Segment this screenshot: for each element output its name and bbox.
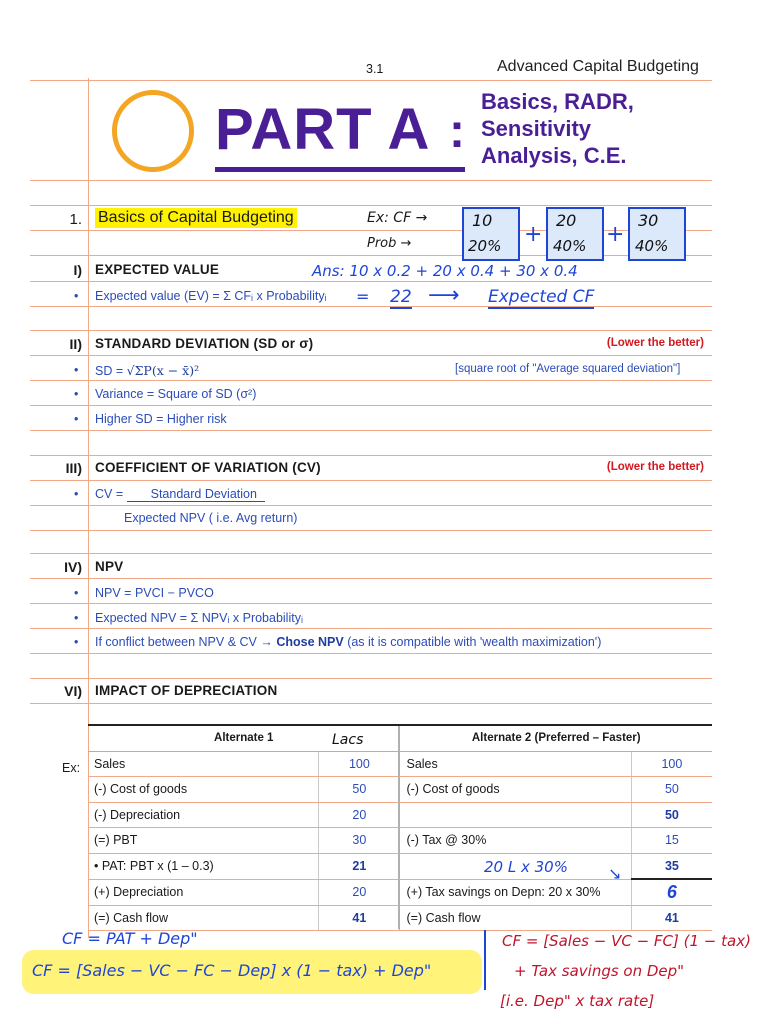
- table-row: (=) PBT 30 (-) Tax @ 30% 15: [88, 828, 712, 854]
- cf-value-2: 20: [556, 211, 577, 230]
- table-row: (-) Cost of goods 50 (-) Cost of goods 50: [88, 777, 712, 803]
- plus-sign-1: +: [524, 222, 543, 247]
- units-note: Lacs: [332, 732, 364, 748]
- cf-value-3: 30: [638, 211, 659, 230]
- table-row: (-) Depreciation 20 50: [88, 802, 712, 828]
- alt2-header: Alternate 2 (Preferred – Faster): [400, 726, 712, 751]
- answer-formula: Ans: 10 x 0.2 + 20 x 0.4 + 30 x 0.4: [312, 262, 578, 280]
- table-row: (+) Depreciation 20 (+) Tax savings on Depn: 20 x 30% 6: [88, 879, 712, 905]
- section-1-number: I): [73, 262, 82, 278]
- table-vertical-divider: [398, 726, 399, 929]
- section-2-note: (Lower the better): [606, 337, 704, 349]
- example-cf-label: Ex: CF →: [367, 210, 428, 226]
- answer-label: Expected CF: [488, 287, 595, 307]
- section-3-note: (Lower the better): [606, 461, 704, 473]
- table-header-row: [88, 726, 712, 751]
- tax-note-arrow-icon: ↘: [608, 864, 622, 883]
- notes-divider: [484, 930, 486, 990]
- section-4-title: NPV: [95, 559, 124, 574]
- prob-value-1: 20%: [468, 237, 502, 255]
- part-title: PART A: [215, 97, 431, 162]
- banner-subtitle: Basics, RADR, Sensitivity Analysis, C.E.: [481, 89, 634, 168]
- section-4-number: IV): [64, 559, 82, 575]
- cf-note-4: + Tax savings on Dep": [514, 962, 685, 980]
- answer-result: 22: [390, 287, 412, 307]
- prob-value-2: 40%: [553, 237, 587, 255]
- section-3-title: COEFFICIENT OF VARIATION (CV): [95, 460, 321, 475]
- cf-value-1: 10: [472, 211, 493, 230]
- section-6-number: VI): [64, 683, 82, 699]
- section-3-number: III): [65, 460, 82, 476]
- example-prob-label: Prob →: [367, 236, 412, 251]
- cf-note-2: CF = [Sales − VC − FC − Dep] x (1 − tax) + Dep": [32, 961, 432, 980]
- depreciation-table: [88, 726, 712, 931]
- section-2-title: STANDARD DEVIATION (SD or σ): [95, 336, 314, 351]
- table-row: (=) Cash flow 41 (=) Cash flow 41: [88, 905, 712, 931]
- section-2-number: II): [69, 336, 82, 352]
- table-row: • PAT: PBT x (1 – 0.3) 21 35: [88, 853, 712, 879]
- part-colon: :: [449, 105, 465, 158]
- page-number: 3.1: [366, 62, 384, 76]
- table-row: Sales 100 Sales 100: [88, 751, 712, 777]
- cf-note-5: [i.e. Dep" x tax rate]: [500, 992, 655, 1010]
- cf-note-1: CF = PAT + Dep": [62, 929, 198, 948]
- answer-arrow: ⟶: [428, 283, 460, 308]
- banner-underline: [215, 167, 465, 172]
- section-6-title: IMPACT OF DEPRECIATION: [95, 683, 278, 698]
- sd-note: [square root of "Average squared deviation"]: [455, 363, 681, 375]
- cv-denominator: Expected NPV ( i.e. Avg return): [124, 511, 298, 525]
- example-label: Ex:: [62, 761, 81, 775]
- chapter-title: Advanced Capital Budgeting: [497, 58, 699, 75]
- plus-sign-2: +: [606, 222, 625, 247]
- heading-title: Basics of Capital Budgeting: [95, 208, 297, 228]
- tax-note: 20 L x 30%: [484, 858, 568, 876]
- alt1-header: Alternate 1: [88, 726, 400, 751]
- prob-value-3: 40%: [635, 237, 669, 255]
- cf-note-3: CF = [Sales − VC − FC] (1 − tax): [502, 932, 751, 950]
- circle-logo-icon: [112, 90, 194, 172]
- answer-equals: =: [356, 287, 370, 306]
- heading-number: 1.: [69, 211, 82, 228]
- section-1-title: EXPECTED VALUE: [95, 262, 220, 277]
